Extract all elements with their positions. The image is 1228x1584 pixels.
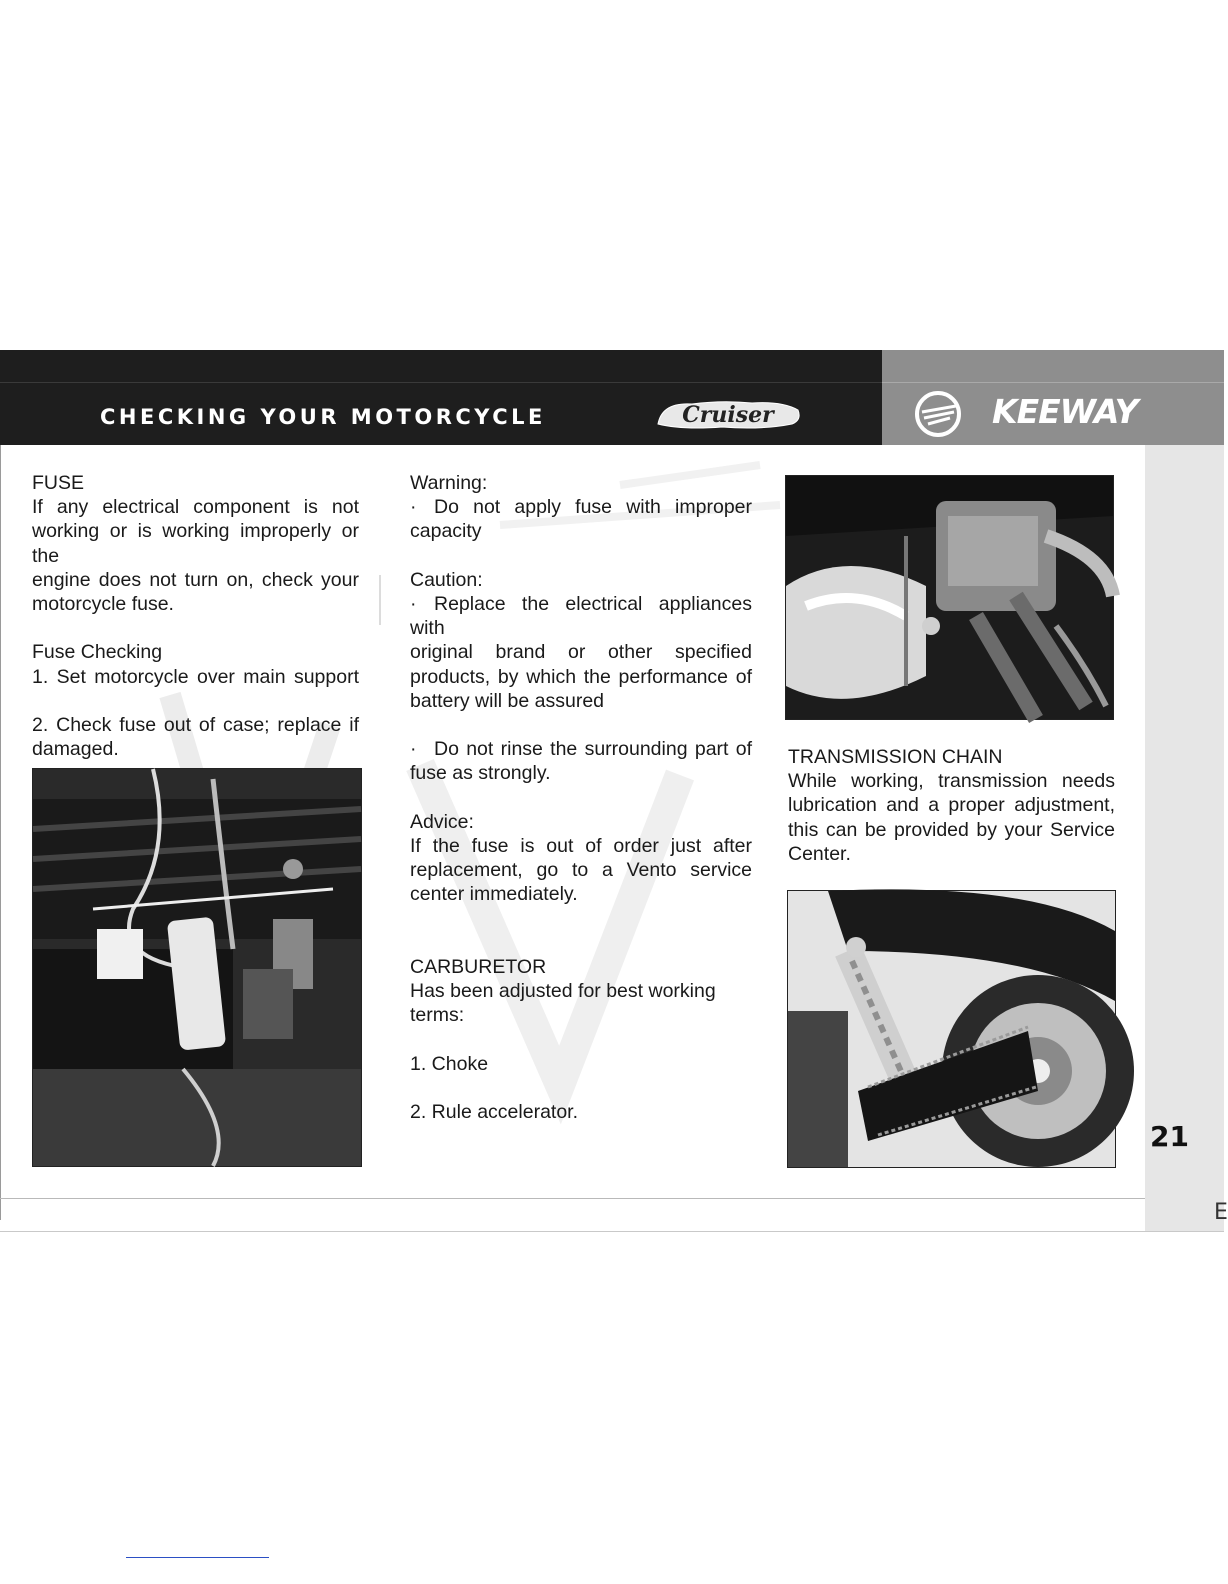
bullet-dot: · bbox=[410, 496, 417, 519]
left-column bbox=[32, 471, 359, 761]
caution-line: original brand or other specified bbox=[410, 641, 752, 664]
page-border-outer bbox=[0, 1231, 1224, 1232]
fuse-step-2: 2. Check fuse out of case; replace if bbox=[32, 714, 359, 736]
transmission-chain-photo bbox=[787, 890, 1116, 1168]
chain-line: lubrication and a proper adjustment, bbox=[788, 794, 1115, 817]
middle-column bbox=[410, 471, 752, 1124]
advice-heading: Advice: bbox=[410, 810, 474, 833]
header-divider bbox=[0, 382, 882, 383]
page-border-bottom bbox=[0, 1198, 1145, 1199]
carburetor-step-2: 2. Rule accelerator. bbox=[410, 1101, 579, 1124]
warning-line: · Do not apply fuse with improper bbox=[410, 496, 752, 519]
fuse-photo bbox=[32, 768, 362, 1167]
side-tab bbox=[1145, 445, 1224, 1232]
chain-line: this can be provided by your Service bbox=[788, 818, 1115, 841]
chain-line: While working, transmission needs bbox=[788, 770, 1115, 793]
brand-panel-divider bbox=[882, 382, 1224, 383]
fuse-heading: FUSE bbox=[32, 472, 85, 494]
cruiser-logo-text: Cruiser bbox=[682, 402, 774, 428]
chain-line: Center. bbox=[788, 842, 851, 865]
brand-name: KEEWAY bbox=[992, 392, 1138, 431]
carburetor-heading: CARBURETOR bbox=[410, 955, 547, 978]
fuse-intro-line: motorcycle fuse. bbox=[32, 593, 174, 616]
fuse-step-2: damaged. bbox=[32, 738, 119, 761]
bullet-dot: · bbox=[410, 593, 417, 615]
bullet-dot: · bbox=[410, 738, 417, 761]
carburetor-line: Has been adjusted for best working bbox=[410, 980, 716, 1003]
carburetor-photo bbox=[785, 475, 1114, 720]
advice-line: If the fuse is out of order just after bbox=[410, 835, 752, 857]
page-number: 21 bbox=[1150, 1120, 1189, 1153]
manual-page bbox=[0, 350, 1228, 1232]
carburetor-step-1: 1. Choke bbox=[410, 1052, 489, 1075]
transmission-chain-heading: TRANSMISSION CHAIN bbox=[788, 746, 1003, 768]
caution-heading: Caution: bbox=[410, 568, 483, 591]
fuse-intro-line: engine does not turn on, check your bbox=[32, 568, 359, 591]
warning-line: capacity bbox=[410, 520, 482, 543]
carburetor-line: terms: bbox=[410, 1004, 465, 1027]
caution-line: battery will be assured bbox=[410, 689, 605, 712]
fuse-checking-heading: Fuse Checking bbox=[32, 641, 163, 664]
footer-link-underline[interactable] bbox=[126, 1557, 269, 1558]
warning-heading: Warning: bbox=[410, 472, 488, 494]
cruiser-model-logo bbox=[652, 394, 804, 434]
fuse-intro-line: working or is working improperly or the bbox=[32, 520, 359, 567]
rinse-line: · Do not rinse the surrounding part of bbox=[410, 738, 752, 761]
advice-line: replacement, go to a Vento service bbox=[410, 859, 752, 882]
caution-line: products, by which the performance of bbox=[410, 665, 752, 688]
fuse-intro-line: If any electrical component is not bbox=[32, 496, 359, 519]
page-edge-mark: E bbox=[1214, 1200, 1228, 1225]
advice-line: center immediately. bbox=[410, 883, 578, 906]
caution-line: · Replace the electrical appliances with bbox=[410, 593, 752, 640]
keeway-emblem-icon bbox=[912, 390, 964, 438]
fuse-step-1: 1. Set motorcycle over main support bbox=[32, 665, 359, 688]
right-column bbox=[788, 745, 1115, 866]
page-title: CHECKING YOUR MOTORCYCLE bbox=[100, 405, 546, 429]
rinse-line: fuse as strongly. bbox=[410, 762, 551, 785]
